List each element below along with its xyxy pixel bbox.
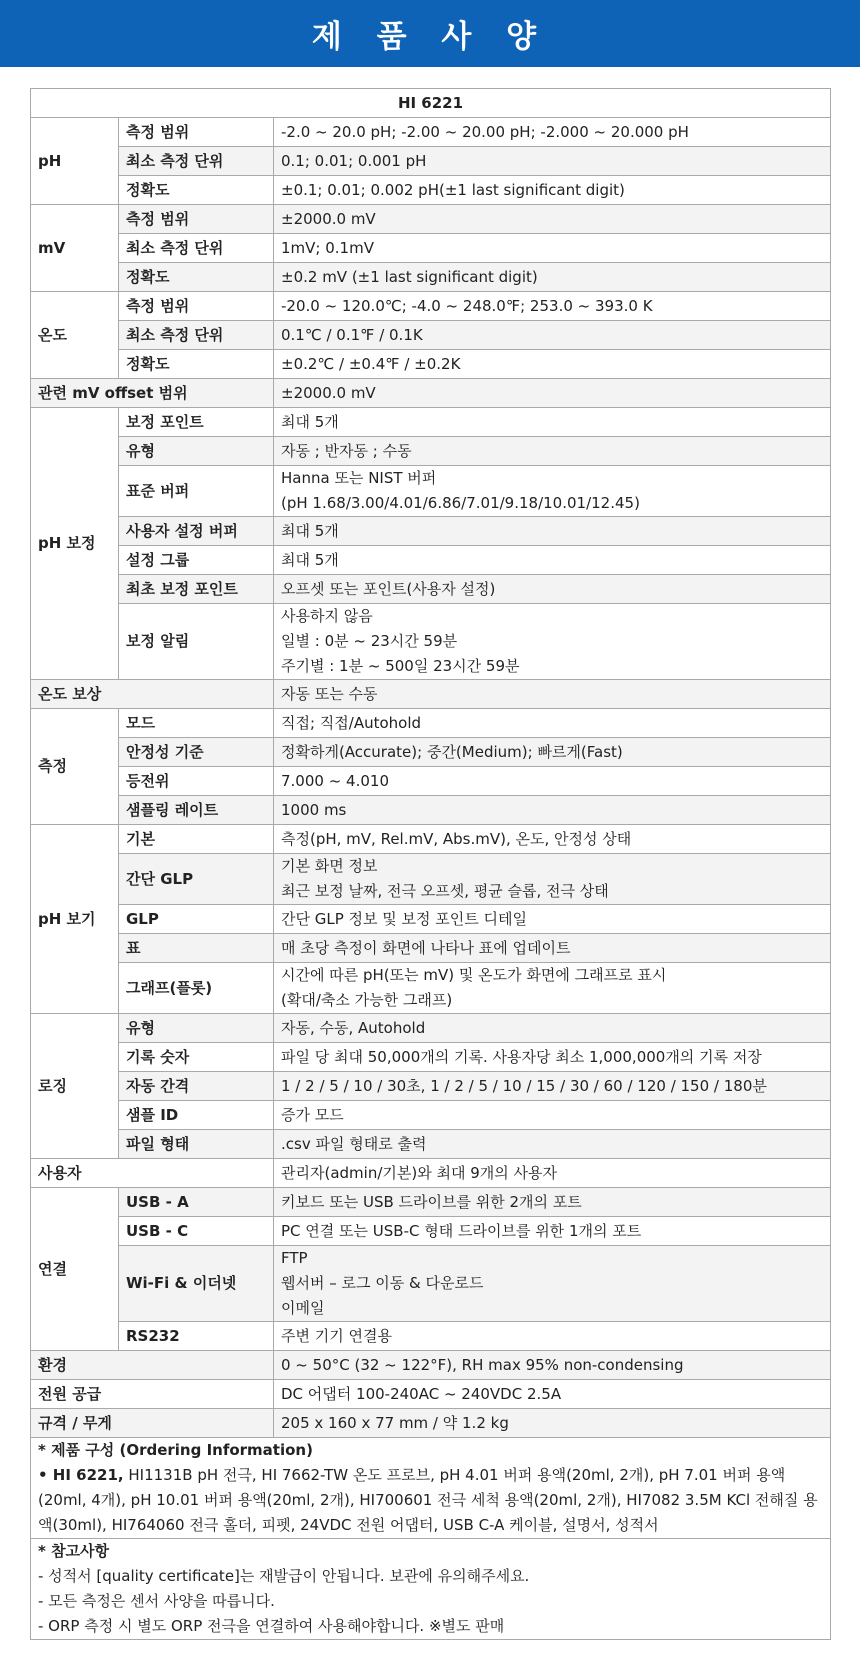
note-item: - 성적서 [quality certificate]는 재발급이 안됩니다. 보관에 유의해주세요.	[38, 1567, 530, 1585]
model-row	[31, 89, 831, 118]
spec-value-line: (확대/축소 가능한 그래프)	[281, 991, 453, 1009]
spec-row	[31, 680, 831, 709]
spec-category: pH	[31, 118, 119, 205]
spec-value	[274, 1101, 831, 1130]
spec-row	[31, 1014, 831, 1043]
spec-row	[31, 437, 831, 466]
spec-row	[31, 234, 831, 263]
ordering-row	[31, 1438, 831, 1539]
spec-value-line: 자동 또는 수동	[281, 684, 378, 703]
notes-heading: * 참고사항	[38, 1542, 110, 1560]
spec-value-line: 오프셋 또는 포인트(사용자 설정)	[281, 579, 496, 598]
spec-value	[274, 825, 831, 854]
spec-label: 측정 범위	[119, 205, 274, 234]
spec-value-line: ±2000.0 mV	[281, 209, 376, 228]
spec-value	[274, 934, 831, 963]
spec-row	[31, 1159, 831, 1188]
spec-label: 그래프(플롯)	[119, 963, 274, 1014]
spec-label: RS232	[119, 1322, 274, 1351]
spec-value	[274, 738, 831, 767]
spec-value-line: ±2000.0 mV	[281, 383, 376, 402]
spec-value-line: 자동, 수동, Autohold	[281, 1018, 426, 1037]
spec-category: 측정	[31, 709, 119, 825]
spec-value-line: 정확하게(Accurate); 중간(Medium); 빠르게(Fast)	[281, 742, 623, 761]
spec-value-line: 매 초당 측정이 화면에 나타나 표에 업데이트	[281, 938, 571, 957]
spec-value	[274, 263, 831, 292]
spec-value-line: 1mV; 0.1mV	[281, 238, 374, 257]
spec-label: 샘플링 레이트	[119, 796, 274, 825]
spec-label: 최소 측정 단위	[119, 321, 274, 350]
spec-row	[31, 176, 831, 205]
spec-value-line: 0.1; 0.01; 0.001 pH	[281, 151, 427, 170]
model-title: HI 6221	[31, 89, 831, 118]
spec-value-line: -20.0 ~ 120.0℃; -4.0 ~ 248.0℉; 253.0 ~ 393.0 K	[281, 296, 653, 315]
spec-value-line: 0.1℃ / 0.1℉ / 0.1K	[281, 325, 423, 344]
spec-value-line: 일별 : 0분 ~ 23시간 59분	[281, 632, 458, 650]
note-item: - ORP 측정 시 별도 ORP 전극을 연결하여 사용해야합니다. ※별도 판매	[38, 1617, 505, 1635]
spec-row	[31, 292, 831, 321]
spec-label: 유형	[119, 437, 274, 466]
spec-row	[31, 466, 831, 517]
spec-row	[31, 1380, 831, 1409]
spec-value-line: 사용하지 않음	[281, 607, 373, 625]
spec-value-line: 파일 당 최대 50,000개의 기록. 사용자당 최소 1,000,000개의 기록 저장	[281, 1047, 762, 1066]
spec-label: 정확도	[119, 176, 274, 205]
spec-label: 표준 버퍼	[119, 466, 274, 517]
spec-table	[30, 88, 831, 1640]
spec-value	[274, 680, 831, 709]
spec-value	[274, 905, 831, 934]
spec-row	[31, 408, 831, 437]
spec-label: 측정 범위	[119, 118, 274, 147]
spec-label: USB - A	[119, 1188, 274, 1217]
spec-value-line: ±0.1; 0.01; 0.002 pH(±1 last significant digit)	[281, 180, 625, 199]
spec-label: GLP	[119, 905, 274, 934]
spec-label: Wi-Fi & 이더넷	[119, 1246, 274, 1322]
spec-row	[31, 738, 831, 767]
spec-label: 기본	[119, 825, 274, 854]
spec-value	[274, 604, 831, 680]
spec-value	[274, 234, 831, 263]
spec-value	[274, 1322, 831, 1351]
spec-label: 간단 GLP	[119, 854, 274, 905]
spec-category: 연결	[31, 1188, 119, 1351]
spec-value	[274, 118, 831, 147]
spec-row	[31, 575, 831, 604]
spec-value	[274, 1072, 831, 1101]
spec-label: 유형	[119, 1014, 274, 1043]
spec-row	[31, 825, 831, 854]
spec-row	[31, 321, 831, 350]
spec-value-line: ±0.2 mV (±1 last significant digit)	[281, 267, 538, 286]
spec-value	[274, 321, 831, 350]
spec-label: 사용자 설정 버퍼	[119, 517, 274, 546]
spec-label: 측정 범위	[119, 292, 274, 321]
spec-value-line: -2.0 ~ 20.0 pH; -2.00 ~ 20.00 pH; -2.000 ~ 20.000 pH	[281, 122, 689, 141]
note-item: - 모든 측정은 센서 사양을 따릅니다.	[38, 1592, 275, 1610]
spec-value-line: 주변 기기 연결용	[281, 1326, 392, 1345]
spec-label: 등전위	[119, 767, 274, 796]
spec-label: 최초 보정 포인트	[119, 575, 274, 604]
spec-label: 보정 알림	[119, 604, 274, 680]
spec-row	[31, 350, 831, 379]
spec-value	[274, 1380, 831, 1409]
spec-row	[31, 118, 831, 147]
spec-value-line: DC 어댑터 100-240AC ~ 240VDC 2.5A	[281, 1384, 562, 1403]
spec-label: 안정성 기준	[119, 738, 274, 767]
spec-label: 파일 형태	[119, 1130, 274, 1159]
spec-label: 정확도	[119, 350, 274, 379]
spec-value-line: 최대 5개	[281, 550, 339, 569]
spec-row	[31, 546, 831, 575]
spec-table-wrapper	[0, 67, 860, 1640]
spec-value-line: .csv 파일 형태로 출력	[281, 1134, 427, 1153]
spec-category: 온도 보상	[31, 680, 274, 709]
spec-row	[31, 905, 831, 934]
spec-label: 정확도	[119, 263, 274, 292]
spec-row	[31, 1130, 831, 1159]
spec-row	[31, 205, 831, 234]
spec-category: 사용자	[31, 1159, 274, 1188]
spec-category: pH 보기	[31, 825, 119, 1014]
spec-row	[31, 147, 831, 176]
spec-value-line: 간단 GLP 정보 및 보정 포인트 디테일	[281, 909, 528, 928]
spec-value	[274, 796, 831, 825]
spec-row	[31, 604, 831, 680]
page-banner	[0, 0, 860, 67]
spec-value	[274, 176, 831, 205]
spec-row	[31, 263, 831, 292]
spec-label: 보정 포인트	[119, 408, 274, 437]
spec-category: 환경	[31, 1351, 274, 1380]
spec-label: 설정 그룹	[119, 546, 274, 575]
ordering-text-block	[38, 1466, 818, 1534]
page-title: 제 품 사 양	[311, 19, 549, 55]
spec-row	[31, 1101, 831, 1130]
spec-label: 기록 숫자	[119, 1043, 274, 1072]
spec-value	[274, 854, 831, 905]
spec-value-line: 205 x 160 x 77 mm / 약 1.2 kg	[281, 1413, 509, 1432]
spec-value	[274, 466, 831, 517]
notes-row	[31, 1539, 831, 1640]
spec-value	[274, 963, 831, 1014]
spec-value	[274, 1014, 831, 1043]
spec-label: USB - C	[119, 1217, 274, 1246]
spec-row	[31, 1322, 831, 1351]
ordering-info	[31, 1438, 831, 1539]
spec-row	[31, 1246, 831, 1322]
spec-value-line: FTP	[281, 1249, 308, 1267]
spec-row	[31, 1351, 831, 1380]
spec-row	[31, 1409, 831, 1438]
spec-value-line: 관리자(admin/기본)와 최대 9개의 사용자	[281, 1163, 557, 1182]
spec-category: 규격 / 무게	[31, 1409, 274, 1438]
spec-value-line: 1000 ms	[281, 800, 347, 819]
notes-body	[31, 1438, 831, 1640]
spec-value	[274, 205, 831, 234]
spec-value	[274, 408, 831, 437]
spec-value-line: 기본 화면 정보	[281, 857, 378, 875]
spec-label: 모드	[119, 709, 274, 738]
spec-value-line: Hanna 또는 NIST 버퍼	[281, 469, 437, 487]
spec-value-line: 시간에 따른 pH(또는 mV) 및 온도가 화면에 그래프로 표시	[281, 966, 667, 984]
spec-row	[31, 963, 831, 1014]
spec-value-line: 직접; 직접/Autohold	[281, 713, 422, 732]
spec-value-line: 웹서버 – 로그 이동 & 다운로드	[281, 1274, 484, 1292]
spec-value	[274, 1217, 831, 1246]
spec-value-line: 키보드 또는 USB 드라이브를 위한 2개의 포트	[281, 1192, 582, 1211]
spec-row	[31, 1072, 831, 1101]
spec-table-body	[31, 89, 831, 1438]
spec-label: 최소 측정 단위	[119, 234, 274, 263]
spec-row	[31, 517, 831, 546]
spec-row	[31, 709, 831, 738]
spec-row	[31, 379, 831, 408]
ordering-model: • HI 6221,	[38, 1466, 124, 1484]
spec-value	[274, 1188, 831, 1217]
spec-category: 전원 공급	[31, 1380, 274, 1409]
spec-value-line: 7.000 ~ 4.010	[281, 771, 389, 790]
spec-row	[31, 1217, 831, 1246]
spec-value-line: 주기별 : 1분 ~ 500일 23시간 59분	[281, 657, 520, 675]
spec-value-line: 최대 5개	[281, 521, 339, 540]
spec-category: 관련 mV offset 범위	[31, 379, 274, 408]
spec-label: 표	[119, 934, 274, 963]
spec-value	[274, 292, 831, 321]
spec-value	[274, 1130, 831, 1159]
spec-value	[274, 709, 831, 738]
spec-value-line: 1 / 2 / 5 / 10 / 30초, 1 / 2 / 5 / 10 / 15 / 30 / 60 / 120 / 150 / 180분	[281, 1076, 767, 1095]
ordering-heading: * 제품 구성 (Ordering Information)	[38, 1441, 313, 1459]
spec-value-line: PC 연결 또는 USB-C 형태 드라이브를 위한 1개의 포트	[281, 1221, 642, 1240]
spec-category: mV	[31, 205, 119, 292]
spec-value	[274, 546, 831, 575]
spec-value	[274, 1409, 831, 1438]
spec-row	[31, 934, 831, 963]
spec-value	[274, 1351, 831, 1380]
spec-value-line: 최대 5개	[281, 412, 339, 431]
spec-value-line: 최근 보정 날짜, 전극 오프셋, 평균 슬롭, 전극 상태	[281, 882, 609, 900]
spec-value	[274, 575, 831, 604]
spec-value	[274, 1159, 831, 1188]
spec-value	[274, 437, 831, 466]
spec-label: 샘플 ID	[119, 1101, 274, 1130]
spec-value-line: 이메일	[281, 1299, 325, 1317]
spec-value	[274, 147, 831, 176]
notes	[31, 1539, 831, 1640]
spec-value	[274, 350, 831, 379]
spec-value-line: ±0.2℃ / ±0.4℉ / ±0.2K	[281, 354, 461, 373]
spec-category: 온도	[31, 292, 119, 379]
spec-value-line: 증가 모드	[281, 1105, 344, 1124]
spec-row	[31, 767, 831, 796]
spec-value-line: 측정(pH, mV, Rel.mV, Abs.mV), 온도, 안정성 상태	[281, 829, 632, 848]
spec-row	[31, 854, 831, 905]
spec-row	[31, 796, 831, 825]
spec-row	[31, 1043, 831, 1072]
spec-value	[274, 379, 831, 408]
spec-value-line: (pH 1.68/3.00/4.01/6.86/7.01/9.18/10.01/12.45)	[281, 494, 640, 512]
ordering-text: HI1131B pH 전극, HI 7662-TW 온도 프로브, pH 4.01 버퍼 용액(20ml, 2개), pH 7.01 버퍼 용액(20ml, 4개), pH 10.01 버퍼 용액(20ml, 2개), HI700601 전극 세척 용액(20ml, 2개), HI7082 3.5M KCl 전해질 용액(30ml), HI764060 전극 홀더, 피펫, 24VDC 전원 어댑터, USB C-A 케이블, 설명서, 성적서	[38, 1466, 818, 1534]
spec-label: 최소 측정 단위	[119, 147, 274, 176]
spec-value-line: 자동 ; 반자동 ; 수동	[281, 441, 412, 460]
spec-row	[31, 1188, 831, 1217]
spec-category: pH 보정	[31, 408, 119, 680]
spec-category: 로징	[31, 1014, 119, 1159]
spec-value	[274, 1246, 831, 1322]
spec-value	[274, 517, 831, 546]
spec-value	[274, 1043, 831, 1072]
spec-value-line: 0 ~ 50°C (32 ~ 122°F), RH max 95% non-condensing	[281, 1355, 684, 1374]
spec-value	[274, 767, 831, 796]
spec-label: 자동 간격	[119, 1072, 274, 1101]
